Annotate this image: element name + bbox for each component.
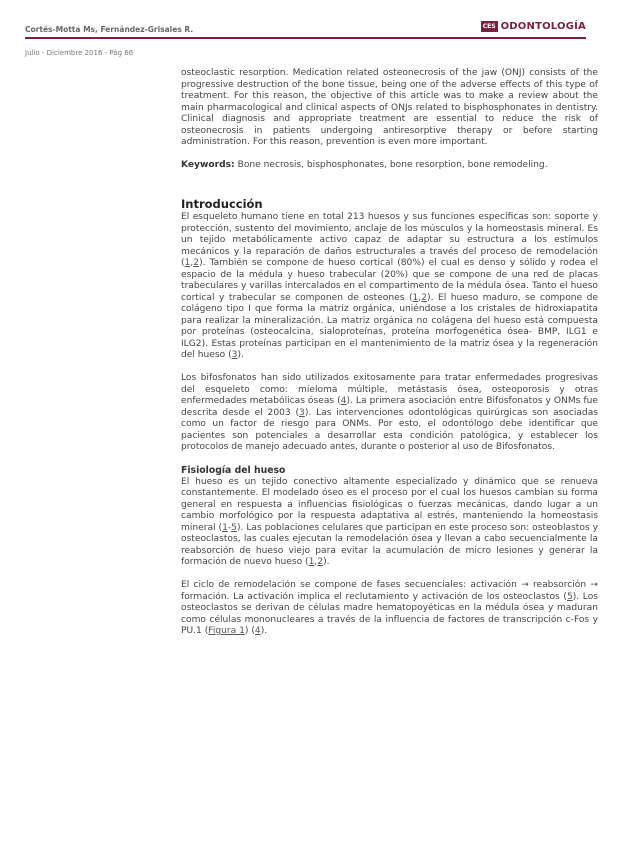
text-run: ). [237, 350, 244, 360]
text-run: ). Los osteoclastos se derivan de células madre hematopoyéticas en la médula ósea y maduran como células mononucleares a través de la influencia de factores de transcripción c-Fos y PU.1 ( [181, 591, 599, 636]
citation-link[interactable]: 5 [231, 522, 237, 533]
citation-link[interactable]: 1 [222, 522, 228, 533]
text-run: ). [323, 557, 330, 567]
citation-link[interactable]: 4 [254, 626, 261, 636]
keywords-text: Bone necrosis, bisphosphonates, bone resorption, bone remodeling. [237, 160, 548, 170]
text-run: ). Las intervenciones odontológicas quirúrgicas son asociadas como un factor de riesgo para ONMs. Por esto, el odontólogo debe identificar que pacientes son potenciales a desarrollar esta condición patológica, y establecer los protocolos de manejo adecuado antes, durante o posterior al uso de Bifosfonatos. [181, 407, 599, 452]
paragraph [181, 212, 598, 362]
paragraph [181, 373, 598, 454]
text-run: , [190, 258, 194, 268]
text-run: ). El hueso maduro, se compone de colágeno tipo I que forma la matriz orgánica, uniéndose a los cristales de hidroxiapatita para realizar la mineralización. La matriz orgánica no colágena del hueso está compuesta por proteínas (osteocalcina, sialoproteínas, proteína morfogenética ósea- BMP, ILG1 e ILG2). Estas proteínas participan en el mantenimiento de la matriz ósea y la regeneración del hueso ( [181, 292, 598, 360]
journal-logo [481, 21, 586, 32]
citation-link[interactable]: 2 [193, 258, 200, 268]
figure-link[interactable]: Figura 1 [208, 626, 245, 636]
text-run: Los bifosfonatos han sido utilizados exitosamente para tratar enfermedades progresivas del esqueleto como: mieloma múltiple, metástasis ósea, osteoporosis y otras enfermedades metabólicas óseas ( [181, 373, 598, 406]
header-rule [25, 37, 586, 39]
text-run: ). Las poblaciones celulares que participan en este proceso son: osteoblastos y osteoclastos, las cuales ejecutan la remodelación ósea y llevan a cabo secuencialmente la reabsorción de hueso viejo para evitar la acumulación de micro lesiones y generar la formación de nuevo hueso ( [181, 522, 598, 567]
article-body [181, 68, 598, 649]
journal-name: ODONTOLOGÍA [500, 21, 586, 32]
citation-link[interactable]: 3 [299, 407, 305, 418]
text-run: ). La primera asociación entre Bifosfonatos y ONMs fue descrita desde el 2003 ( [181, 396, 598, 418]
text-run: , [314, 557, 318, 567]
text-run: El esqueleto humano tiene en total 213 huesos y sus funciones específicas son: soporte y protección, sustento del movimiento, anclaje de los músculos y la homeostasis mineral. Es un tejido metabólicamente activo capaz de adaptar su estructura a los estímulos mecánicos y la reparación de daños estructurales a través del proceso de remodelación ( [181, 212, 598, 268]
abstract-text: osteoclastic resorption. Medication related osteonecrosis of the jaw (ONJ) consists of the progressive destruction of the bone tissue, being one of the adverse effects of this type of treatment. For this reason, the objective of this article was to make a review about the main pharmacological and clinical aspects of ONJs related to bisphosphonates in dentistry. Clinical diagnosis and appropriate treatment are essential to reduce the risk of osteonecrosis in patients undergoing antiresorptive therapy or before starting administration. For this reason, prevention is even more important. [181, 68, 598, 147]
citation-link[interactable]: 4 [340, 396, 347, 406]
citation-link[interactable]: 1 [308, 557, 315, 567]
text-run: ). También se compone de hueso cortical (80%) el cual es denso y sólido y rodea el espacio de la médula y hueso trabecular (20%) que se compone de una red de placas trabeculares y varillas intercalados en el compartimento de la médula ósea. Tanto el hueso cortical y trabecular se componen de osteones ( [181, 258, 598, 303]
text-run: El ciclo de remodelación se compone de fases secuenciales: activación → reabsorción → formación. La activación implica el reclutamiento y activación de los osteoclastos ( [181, 580, 598, 602]
citation-link[interactable]: 2 [421, 292, 428, 303]
section-title-introduccion: Introducción [181, 197, 263, 211]
text-run: ). [260, 626, 268, 636]
paragraph [181, 477, 598, 569]
keywords [181, 160, 598, 172]
citation-link[interactable]: 1 [412, 292, 419, 303]
citation-link[interactable]: 2 [317, 557, 324, 567]
citation-link[interactable]: 1 [184, 258, 191, 268]
keywords-label: Keywords: [181, 160, 235, 170]
running-head-authors: Cortés-Motta Ms, Fernández-Grisales R. [25, 25, 194, 34]
citation-link[interactable]: 5 [566, 591, 573, 602]
text-run: - [227, 522, 232, 533]
subsection-title-fisiologia: Fisiología del hueso [181, 465, 286, 476]
citation-link[interactable]: 3 [231, 350, 238, 360]
issue-date: Julio - Diciembre 2016 - Pág 66 [25, 49, 134, 57]
text-run: , [418, 292, 422, 303]
text-run: El hueso es un tejido conectivo altamente especializado y dinámico que se renueva constantemente. El modelado óseo es el proceso por el cual los huesos cambian su forma general en respuesta a influencias fisiológicas o fuerzas mecánicas, dando lugar a un cambio morfológico por la respuesta adaptativa al estrés, manteniendo la homeostasis mineral ( [181, 476, 598, 533]
journal-badge: CES [482, 23, 496, 30]
text-run: ) ( [244, 626, 255, 636]
paragraph [181, 580, 598, 638]
